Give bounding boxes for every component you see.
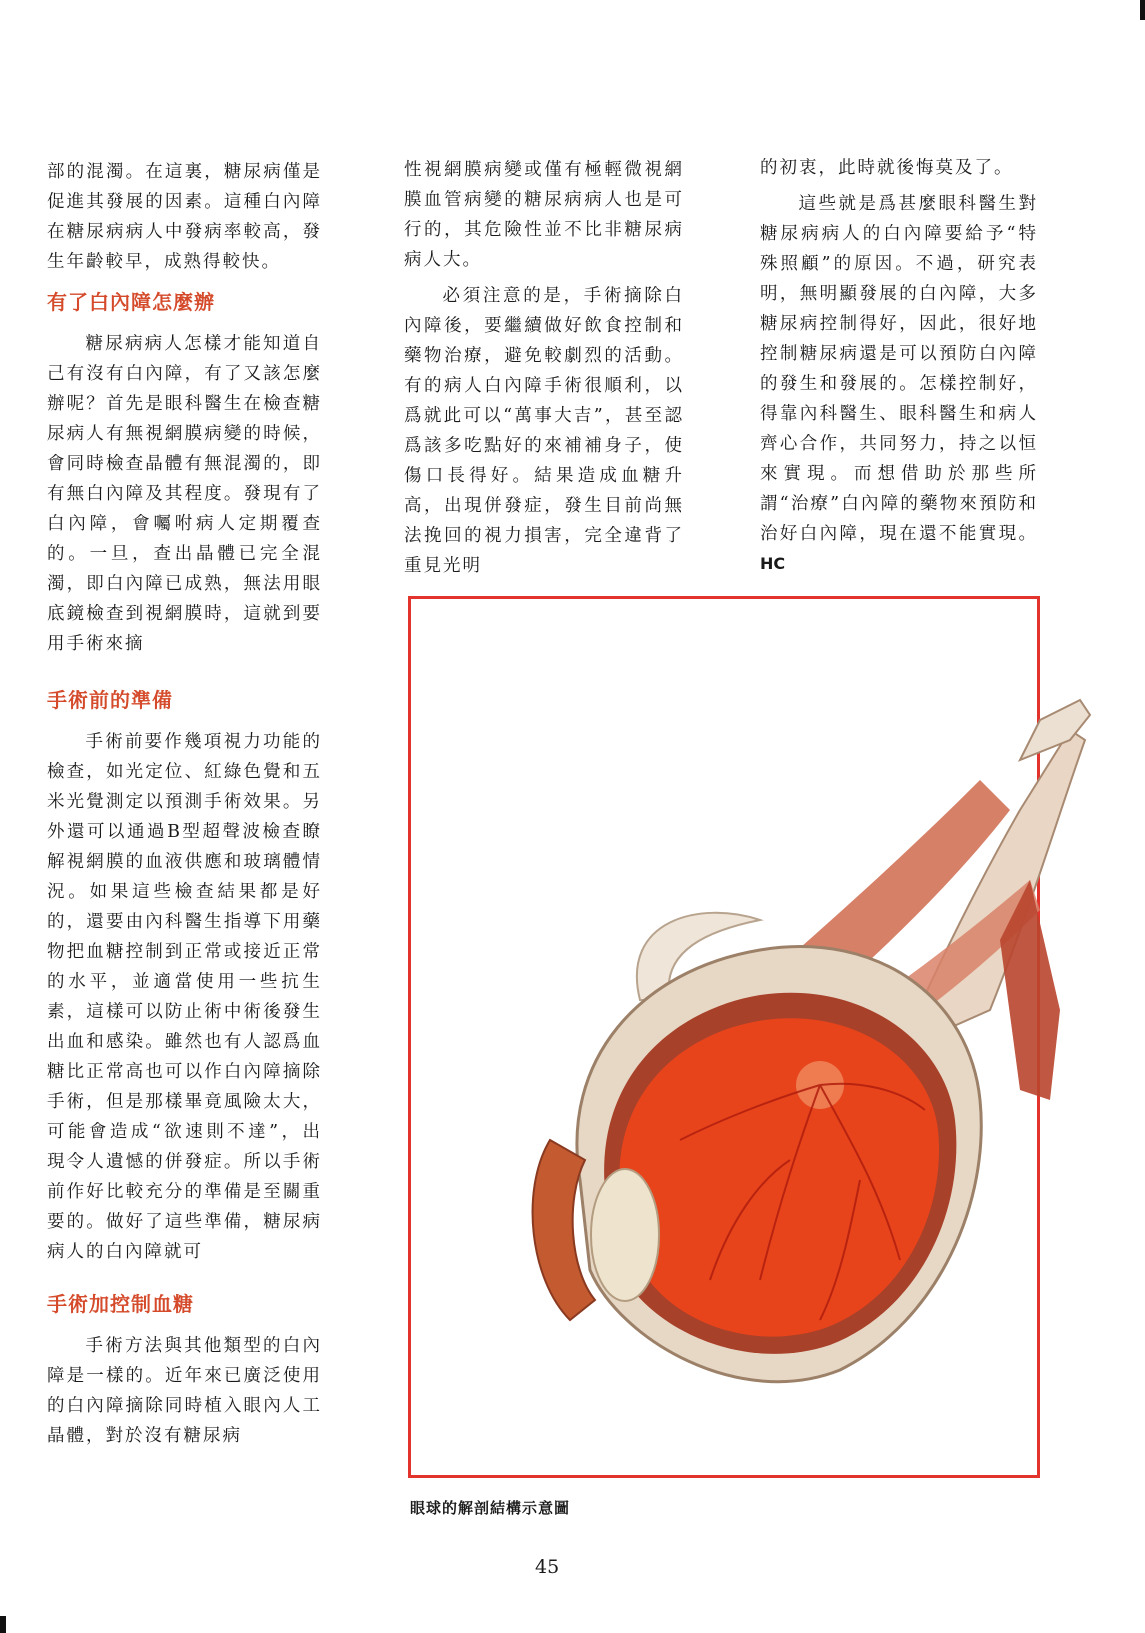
paragraph: 的初衷，此時就後悔莫及了。	[760, 158, 1014, 178]
paragraph: 性視網膜病變或僅有極輕微視網膜血管病變的糖尿病病人也是可行的，其危險性並不比非糖尿病病人大。	[404, 160, 684, 270]
figure-caption: 眼球的解剖結構示意圖	[410, 1499, 571, 1517]
paragraph: 必須注意的是，手術摘除白內障後，要繼續做好飲食控制和藥物治療，避免較劇烈的活動。有的病人白內障手術很順利，以爲就此可以“萬事大吉”，甚至認爲該多吃點好的來補補身子，使傷口長得好。結果造成血糖升高，出現併發症，發生目前尚無法挽回的視力損害，完全違背了重見光明	[404, 286, 684, 576]
section-heading: 有了白內障怎麼辦	[47, 290, 215, 314]
scan-edge-mark	[1140, 0, 1145, 20]
end-mark: HC	[760, 554, 786, 573]
paragraph: 部的混濁。在這裏，糖尿病僅是促進其發展的因素。這種白內障在糖尿病病人中發病率較高，發生年齡較早，成熟得較快。	[47, 162, 322, 272]
section-heading: 手術前的準備	[47, 688, 173, 712]
section-heading: 手術加控制血糖	[47, 1292, 194, 1316]
paragraph: 手術方法與其他類型的白內障是一樣的。近年來已廣泛使用的白內障摘除同時植入眼內人工晶體，對於沒有糖尿病	[47, 1336, 322, 1446]
text-column-2	[404, 155, 684, 587]
paragraph	[760, 189, 1038, 579]
text-column-1	[47, 157, 322, 1457]
text-column-3	[760, 153, 1038, 585]
paragraph: 手術前要作幾項視力功能的檢查，如光定位、紅綠色覺和五米光覺測定以預測手術效果。另外還可以通過B型超聲波檢查瞭解視網膜的血液供應和玻璃體情況。如果這些檢查結果都是好的，還要由內科醫生指導下用藥物把血糖控制到正常或接近正常的水平，並適當使用一些抗生素，這樣可以防止術中術後發生出血和感染。雖然也有人認爲血糖比正常高也可以作白內障摘除手術，但是那樣畢竟風險太大，可能會造成“欲速則不達”，出現令人遺憾的併發症。所以手術前作好比較充分的準備是至關重要的。做好了這些準備，糖尿病病人的白內障就可	[47, 732, 322, 1262]
scan-edge-mark	[0, 1616, 6, 1633]
page-number: 45	[535, 1556, 560, 1578]
paragraph-text: 這些就是爲甚麼眼科醫生對糖尿病病人的白內障要給予“特殊照顧”的原因。不過，研究表明，無明顯發展的白內障，大多糖尿病控制得好，因此，很好地控制糖尿病還是可以預防白內障的發生和發展的。怎樣控制好，得靠內科醫生、眼科醫生和病人齊心合作，共同努力，持之以恒來實現。而想借助於那些所謂“治療”白內障的藥物來預防和治好白內障，現在還不能實現。	[760, 194, 1038, 544]
eyeball-anatomy-illustration	[380, 580, 1110, 1480]
paragraph: 糖尿病病人怎樣才能知道自己有沒有白內障，有了又該怎麼辦呢？首先是眼科醫生在檢查糖尿病人有無視網膜病變的時候，會同時檢查晶體有無混濁的，即有無白內障及其程度。發現有了白內障，會囑咐病人定期覆查的。一旦，查出晶體已完全混濁，即白內障已成熟，無法用眼底鏡檢查到視網膜時，這就到要用手術來摘	[47, 334, 322, 654]
